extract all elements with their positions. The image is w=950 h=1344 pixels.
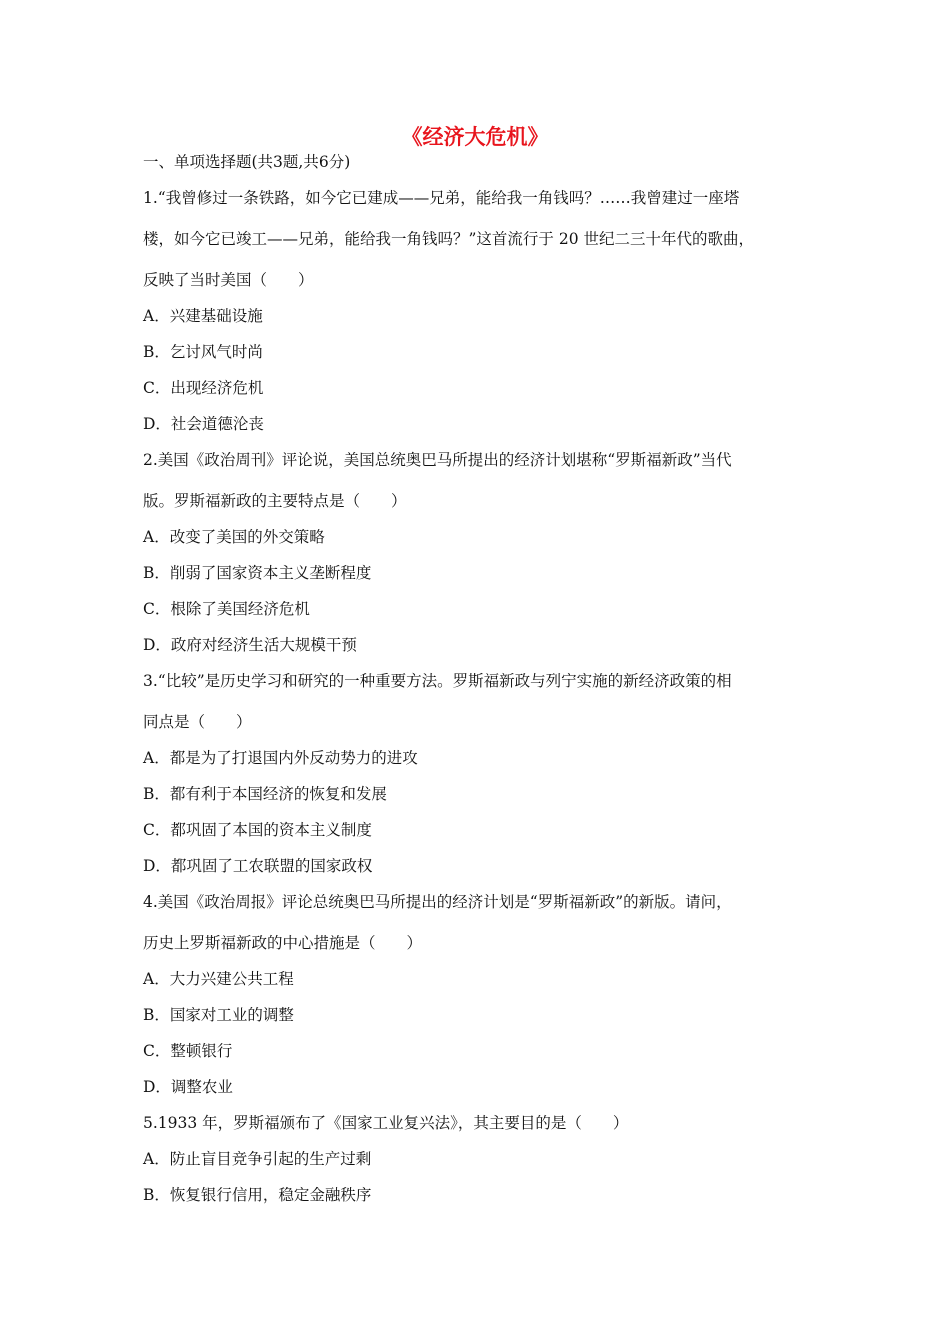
question-4-option-d: D．调整农业	[143, 1078, 233, 1096]
question-3-option-b: B．都有利于本国经济的恢复和发展	[143, 785, 387, 803]
question-2-option-a: A．改变了美国的外交策略	[143, 528, 325, 546]
question-1-option-d: D．社会道德沦丧	[143, 415, 264, 433]
question-1-option-b: B．乞讨风气时尚	[143, 343, 263, 361]
question-2-stem-line-1: 2.美国《政治周刊》评论说，美国总统奥巴马所提出的经济计划堪称“罗斯福新政”当代	[143, 451, 732, 469]
question-4-option-b: B．国家对工业的调整	[143, 1006, 294, 1024]
question-5-option-b: B．恢复银行信用，稳定金融秩序	[143, 1186, 372, 1204]
question-3-stem-line-2: 同点是（ ）	[143, 713, 252, 731]
section-heading: 一、单项选择题(共3题,共6分)	[143, 153, 351, 171]
question-2-option-c: C．根除了美国经济危机	[143, 600, 310, 618]
question-2-option-b: B．削弱了国家资本主义垄断程度	[143, 564, 372, 582]
question-4-option-a: A．大力兴建公共工程	[143, 970, 294, 988]
question-5-option-a: A．防止盲目竞争引起的生产过剩	[143, 1150, 372, 1168]
question-3-stem-line-1: 3.“比较”是历史学习和研究的一种重要方法。罗斯福新政与列宁实施的新经济政策的相	[143, 672, 732, 690]
question-5-stem-line-1: 5.1933 年，罗斯福颁布了《国家工业复兴法》，其主要目的是（ ）	[143, 1114, 629, 1132]
question-4-stem-line-2: 历史上罗斯福新政的中心措施是（ ）	[143, 934, 423, 952]
page-title: 《经济大危机》	[401, 124, 549, 149]
question-4-stem-line-1: 4.美国《政治周报》评论总统奥巴马所提出的经济计划是“罗斯福新政”的新版。请问，	[143, 893, 732, 911]
question-2-option-d: D．政府对经济生活大规模干预	[143, 636, 357, 654]
question-3-option-a: A．都是为了打退国内外反动势力的进攻	[143, 749, 418, 767]
question-4-option-c: C．整顿银行	[143, 1042, 233, 1060]
question-3-option-c: C．都巩固了本国的资本主义制度	[143, 821, 372, 839]
question-1-stem-line-2: 楼，如今它已竣工——兄弟，能给我一角钱吗？”这首流行于 20 世纪二三十年代的歌曲，	[143, 230, 755, 248]
question-2-stem-line-2: 版。罗斯福新政的主要特点是（ ）	[143, 492, 407, 510]
question-1-option-c: C．出现经济危机	[143, 379, 264, 397]
question-1-stem-line-3: 反映了当时美国（ ）	[143, 271, 314, 289]
question-1-stem-line-1: 1.“我曾修过一条铁路，如今它已建成——兄弟，能给我一角钱吗？……我曾建过一座塔	[143, 189, 740, 207]
question-3-option-d: D．都巩固了工农联盟的国家政权	[143, 857, 373, 875]
question-1-option-a: A．兴建基础设施	[143, 307, 263, 325]
